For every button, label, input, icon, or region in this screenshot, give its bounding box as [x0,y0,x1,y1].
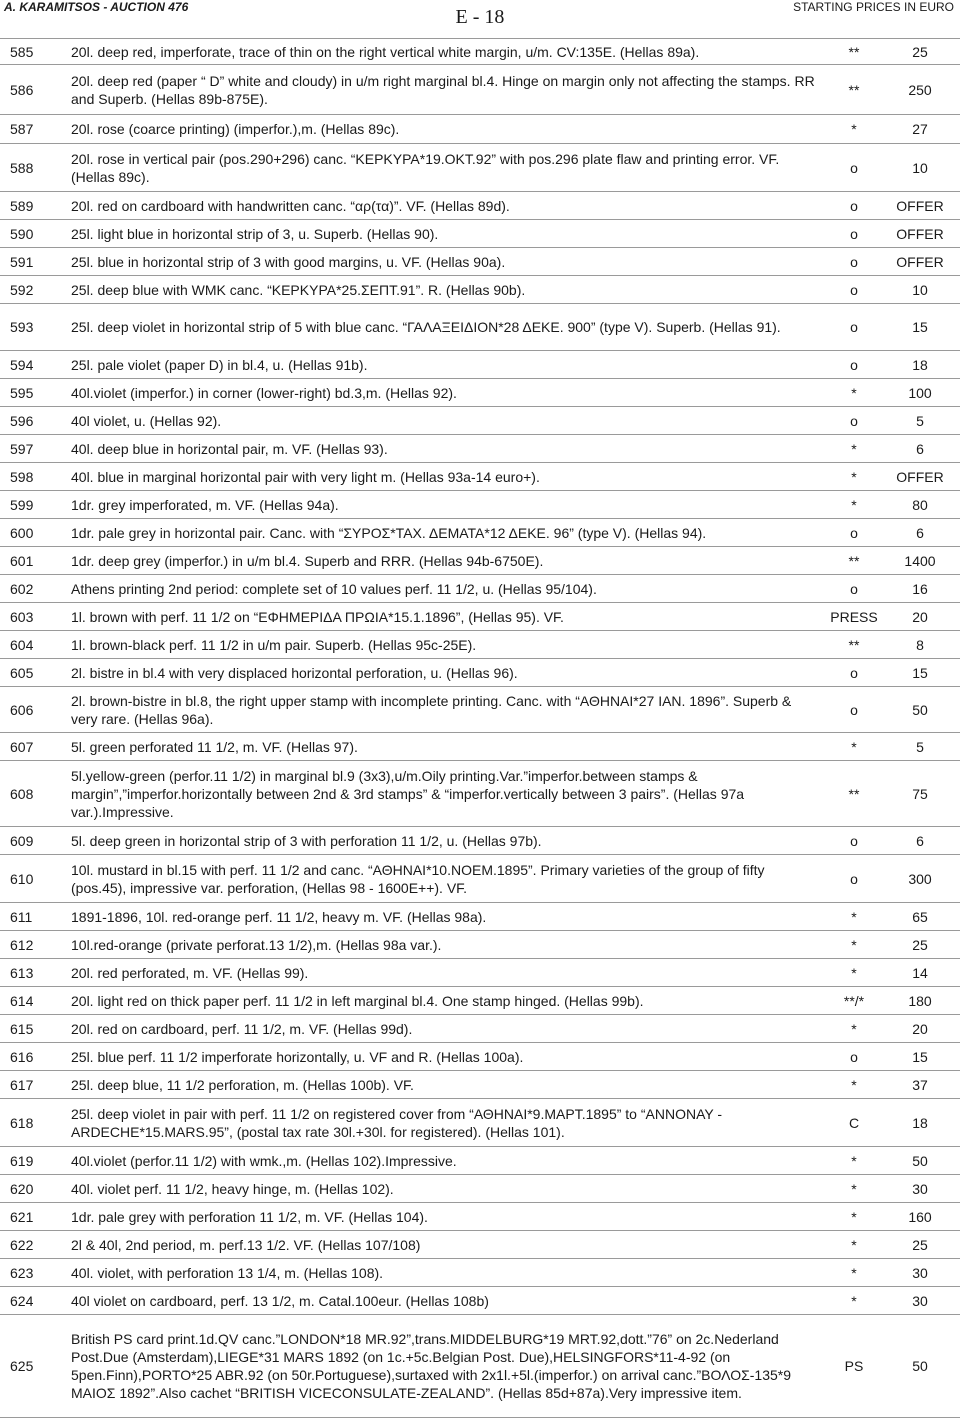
lot-row [0,1015,960,1043]
lot-row [0,407,960,435]
lot-row [0,248,960,276]
lot-starting-price: 6 [916,524,924,541]
lot-starting-price: 15 [912,319,928,335]
lot-number: 588 [10,159,34,176]
lot-starting-price: 160 [908,1208,932,1225]
lot-description: 1l. brown-black perf. 11 1/2 in u/m pair. Superb. (Hellas 95c-25E). [71,636,477,653]
lot-starting-price: 10 [912,281,928,298]
lot-condition: * [851,1236,857,1253]
lot-condition: o [850,159,858,176]
lot-description: 40l violet on cardboard, perf. 13 1/2, m. Catal.100eur. (Hellas 108b) [71,1292,489,1309]
lot-condition: o [850,225,858,242]
lot-starting-price: 50 [912,1358,928,1374]
lot-row [0,931,960,959]
lot-starting-price: 6 [916,440,924,457]
lot-starting-price: 37 [912,1076,928,1093]
lot-row [0,733,960,761]
lot-description: 1dr. deep grey (imperfor.) in u/m bl.4. Superb and RRR. (Hellas 94b-6750E). [71,552,544,569]
lot-starting-price: 5 [916,412,924,429]
lot-starting-price: OFFER [896,253,944,270]
lot-condition: PRESS [830,608,878,625]
lot-condition: ** [848,43,860,60]
lot-condition: * [851,1076,857,1093]
lot-number: 593 [10,319,34,335]
lot-condition: * [851,936,857,953]
lot-condition: * [851,468,857,485]
lot-condition: * [851,121,857,137]
lot-description: 20l. deep red, imperforate, trace of thin on the right vertical white margin, u/m. CV:135E. (Hellas 89a). [71,43,700,60]
lot-condition: **/* [843,992,865,1009]
lot-description: 1dr. pale grey in horizontal pair. Canc. with “ΣΥΡΟΣ*ΤΑΧ. ΔΕΜΑΤΑ*12 ΔΕΚΕ. 96” (type V). (Hellas 94). [71,524,707,541]
lot-condition: o [850,253,858,270]
lot-condition: o [850,832,858,849]
lot-number: 589 [10,197,34,214]
lot-description: 20l. deep red (paper “ D” white and cloudy) in u/m right marginal bl.4. Hinge on margin only not affecting the stamps. RR and Superb. (Hellas 89b-875E). [71,72,815,107]
lot-number: 605 [10,664,34,681]
lot-row [0,959,960,987]
lot-row [0,1231,960,1259]
lot-description: 20l. red perforated, m. VF. (Hellas 99). [71,964,309,981]
lot-condition: o [850,1048,858,1065]
lot-starting-price: 30 [912,1292,928,1309]
lot-row [0,491,960,519]
lot-table [0,38,960,1418]
lot-description: 25l. deep violet in horizontal strip of 5 with blue canc. “ΓΑΛΑΞΕΙΔΙΟΝ*28 ΔΕΚΕ. 900” (type V). Superb. (Hellas 91). [71,319,781,335]
lot-description: 1l. brown with perf. 11 1/2 on “ΕΦΗΜΕΡΙΔΑ ΠΡΩΙΑ*15.1.1896”, (Hellas 95). VF. [71,608,564,625]
lot-starting-price: 27 [912,121,928,137]
lot-description: 25l. deep blue with WMK canc. “KEPKYPA*25.ΣΕΠΤ.91”. R. (Hellas 90b). [71,281,526,298]
lot-number: 619 [10,1152,34,1169]
lot-number: 591 [10,253,34,270]
lot-description: 40l. violet, with perforation 13 1/4, m. (Hellas 108). [71,1264,384,1281]
lot-row [0,220,960,248]
lot-description: 2l & 40l, 2nd period, m. perf.13 1/2. VF. (Hellas 107/108) [71,1236,421,1253]
lot-condition: ** [848,81,860,98]
lot-starting-price: 25 [912,43,928,60]
lot-starting-price: 1400 [904,552,936,569]
lot-starting-price: 50 [912,1152,928,1169]
auction-title: A. KARAMITSOS - AUCTION 476 [4,0,189,14]
lot-row [0,1259,960,1287]
lot-row [0,1175,960,1203]
lot-starting-price: OFFER [896,197,944,214]
lot-row [0,65,960,115]
lot-number: 590 [10,225,34,242]
lot-number: 602 [10,580,34,597]
lot-number: 586 [10,81,34,98]
lot-description: 25l. blue in horizontal strip of 3 with good margins, u. VF. (Hellas 90a). [71,253,506,270]
lot-row [0,144,960,192]
lot-description: 5l. green perforated 11 1/2, m. VF. (Hellas 97). [71,738,358,755]
lot-starting-price: 14 [912,964,928,981]
lot-condition: * [851,1020,857,1037]
lot-row [0,304,960,351]
lot-number: 616 [10,1048,34,1065]
lot-starting-price: 30 [912,1264,928,1281]
lot-description: Athens printing 2nd period: complete set of 10 values perf. 11 1/2, u. (Hellas 95/104). [71,580,597,597]
lot-condition: o [850,870,858,887]
lot-number: 617 [10,1076,34,1093]
lot-condition: ** [848,636,860,653]
lot-starting-price: 50 [912,701,928,718]
lot-row [0,463,960,491]
lot-starting-price: 6 [916,832,924,849]
lot-condition: o [850,664,858,681]
lot-description: 10l. mustard in bl.15 with perf. 11 1/2 and canc. “ΑΘΗΝΑΙ*10.ΝΟΕΜ.1895”. Primary varieties of the group of fifty (pos.45), impressive var. perforation, (Hellas 98 - 1600E++). VF. [71,861,765,896]
lot-number: 624 [10,1292,34,1309]
lot-starting-price: 18 [912,356,928,373]
lot-condition: * [851,1180,857,1197]
lot-starting-price: 5 [916,738,924,755]
lot-number: 594 [10,356,34,373]
lot-number: 618 [10,1114,34,1131]
lot-number: 596 [10,412,34,429]
lot-description: 20l. rose in vertical pair (pos.290+296) canc. “KEPKYPA*19.OKT.92” with pos.296 plate flaw and printing error. VF. (Hellas 89c). [71,150,780,185]
lot-description: British PS card print.1d.QV canc.”LONDON*18 MR.92”,trans.MIDDELBURG*19 MRT.92,dott.”76” on 2c.Nederland Post.Due (Amsterdam),LIEGE*31 MARS 1892 (on 1c.+5c.Belgian Post. Due),HELSINGFORS*11-4-92 (on 5pen.Finn),PORTO*25 ABR.92 (on 50r.Portuguese),surtaxed with 2x1l.+5l.(imperfor.) on arrival canc.”ΒΟΛΟΣ-135*9 ΜΑΙΟΣ 1892”.Also cachet “BRITISH VICECONSULATE-ZEALAND”. (Hellas 85d+87a).Very impressive item. [71,1331,792,1401]
lot-description: 25l. light blue in horizontal strip of 3, u. Superb. (Hellas 90). [71,225,439,242]
lot-number: 604 [10,636,34,653]
lot-condition: o [850,319,858,335]
lot-row [0,1043,960,1071]
lot-condition: C [848,1114,860,1131]
lot-number: 595 [10,384,34,401]
lot-condition: * [851,1264,857,1281]
lot-number: 601 [10,552,34,569]
lot-starting-price: 300 [908,870,932,887]
lot-number: 609 [10,832,34,849]
lot-condition: * [851,384,857,401]
lot-row [0,276,960,304]
lot-row [0,827,960,855]
lot-number: 599 [10,496,34,513]
lot-description: 20l. rose (coarce printing) (imperfor.),m. (Hellas 89c). [71,121,400,137]
lot-number: 603 [10,608,34,625]
lot-condition: * [851,496,857,513]
lot-condition: o [850,281,858,298]
lot-row [0,687,960,733]
lot-condition: * [851,1208,857,1225]
lot-number: 608 [10,785,34,802]
lot-description: 20l. light red on thick paper perf. 11 1/2 in left marginal bl.4. One stamp hinged. (Hellas 99b). [71,992,644,1009]
lot-number: 592 [10,281,34,298]
lot-number: 587 [10,121,34,137]
lot-starting-price: 15 [912,664,928,681]
lot-condition: o [850,197,858,214]
lot-row [0,192,960,220]
lot-number: 611 [10,908,33,925]
lot-number: 600 [10,524,34,541]
lot-number: 597 [10,440,34,457]
lot-number: 607 [10,738,34,755]
lot-row [0,1287,960,1315]
lot-starting-price: 16 [912,580,928,597]
lot-row [0,115,960,144]
lot-number: 585 [10,43,34,60]
lot-starting-price: 20 [912,1020,928,1037]
lot-description: 40l.violet (imperfor.) in corner (lower-right) bd.3,m. (Hellas 92). [71,384,457,401]
lot-row [0,761,960,827]
lot-condition: PS [844,1358,864,1374]
lot-number: 614 [10,992,34,1009]
page-number: E - 18 [455,6,505,28]
lot-number: 623 [10,1264,34,1281]
lot-starting-price: 80 [912,496,928,513]
lot-description: 20l. red on cardboard with handwritten canc. “αρ(τα)”. VF. (Hellas 89d). [71,197,510,214]
lot-starting-price: 18 [912,1114,928,1131]
lot-description: 1dr. pale grey with perforation 11 1/2, m. VF. (Hellas 104). [71,1208,428,1225]
lot-row [0,903,960,931]
lot-row [0,1203,960,1231]
lot-condition: o [850,412,858,429]
lot-condition: * [851,738,857,755]
lot-condition: * [851,440,857,457]
lot-starting-price: 20 [912,608,928,625]
lot-number: 615 [10,1020,34,1037]
lot-description: 2l. bistre in bl.4 with very displaced horizontal perforation, u. (Hellas 96). [71,664,518,681]
lot-number: 622 [10,1236,34,1253]
lot-description: 5l. deep green in horizontal strip of 3 with perforation 11 1/2, u. (Hellas 97b). [71,832,542,849]
lot-starting-price: 100 [908,384,932,401]
lot-row [0,1099,960,1147]
currency-note: STARTING PRICES IN EURO [793,0,954,14]
lot-description: 40l.violet (perfor.11 1/2) with wmk.,m. (Hellas 102).Impressive. [71,1152,457,1169]
lot-row [0,603,960,631]
page-header [0,0,960,40]
lot-number: 613 [10,964,34,981]
lot-description: 1891-1896, 10l. red-orange perf. 11 1/2, heavy m. VF. (Hellas 98a). [71,908,487,925]
lot-condition: o [850,356,858,373]
lot-description: 40l violet, u. (Hellas 92). [71,412,222,429]
lot-starting-price: 65 [912,908,928,925]
lot-row [0,379,960,407]
lot-description: 40l. blue in marginal horizontal pair with very light m. (Hellas 93a-14 euro+). [71,468,540,485]
lot-row [0,631,960,659]
lot-starting-price: 180 [908,992,932,1009]
lot-row [0,1315,960,1418]
lot-starting-price: 8 [916,636,924,653]
lot-starting-price: 30 [912,1180,928,1197]
lot-condition: * [851,908,857,925]
lot-starting-price: 25 [912,1236,928,1253]
lot-description: 25l. deep blue, 11 1/2 perforation, m. (Hellas 100b). VF. [71,1076,414,1093]
lot-description: 2l. brown-bistre in bl.8, the right upper stamp with incomplete printing. Canc. with “ΑΘΗΝΑΙ*27 ΙΑΝ. 1896”. Superb & very rare. (Hellas 96a). [71,692,792,727]
lot-condition: ** [848,785,860,802]
lot-condition: ** [848,552,860,569]
lot-description: 1dr. grey imperforated, m. VF. (Hellas 94a). [71,496,339,513]
lot-row [0,987,960,1015]
lot-number: 606 [10,701,34,718]
lot-description: 40l. violet perf. 11 1/2, heavy hinge, m. (Hellas 102). [71,1180,394,1197]
lot-number: 620 [10,1180,34,1197]
lot-starting-price: 25 [912,936,928,953]
lot-row [0,39,960,65]
lot-starting-price: OFFER [896,225,944,242]
lot-condition: * [851,1292,857,1309]
lot-number: 625 [10,1358,34,1374]
lot-row [0,1147,960,1175]
lot-condition: o [850,524,858,541]
lot-description: 25l. deep violet in pair with perf. 11 1/2 on registered cover from “ΑΘΗΝΑΙ*9.ΜΑΡΤ.1895” to “ANNONAY - ARDECHE*15.MARS.95”, (postal tax rate 30l.+30l. for registered). (Hellas 101). [71,1105,722,1140]
lot-condition: * [851,964,857,981]
lot-description: 25l. pale violet (paper D) in bl.4, u. (Hellas 91b). [71,356,368,373]
lot-description: 25l. blue perf. 11 1/2 imperforate horizontally, u. VF and R. (Hellas 100a). [71,1048,524,1065]
lot-number: 621 [10,1208,34,1225]
lot-number: 612 [10,936,34,953]
lot-row [0,1071,960,1099]
lot-starting-price: 15 [912,1048,928,1065]
lot-starting-price: OFFER [896,468,944,485]
lot-description: 5l.yellow-green (perfor.11 1/2) in marginal bl.9 (3x3),u/m.Oily printing.Var.”imperfor.between stamps & margin”,”imperfor.horizontally between 2nd & 3rd stamps” & “imperfor.vertically between 3 pairs”. (Hellas 97a var.).Impressive. [71,767,745,820]
lot-number: 610 [10,870,34,887]
lot-row [0,659,960,687]
lot-starting-price: 10 [912,159,928,176]
lot-row [0,519,960,547]
lot-description: 10l.red-orange (private perforat.13 1/2),m. (Hellas 98a var.). [71,936,442,953]
lot-row [0,435,960,463]
lot-condition: o [850,580,858,597]
lot-condition: * [851,1152,857,1169]
lot-row [0,575,960,603]
lot-row [0,351,960,379]
lot-row [0,855,960,903]
lot-description: 20l. red on cardboard, perf. 11 1/2, m. VF. (Hellas 99d). [71,1020,413,1037]
lot-starting-price: 250 [908,81,932,98]
lot-row [0,547,960,575]
lot-starting-price: 75 [912,785,928,802]
lot-condition: o [850,701,858,718]
lot-description: 40l. deep blue in horizontal pair, m. VF. (Hellas 93). [71,440,388,457]
lot-number: 598 [10,468,34,485]
